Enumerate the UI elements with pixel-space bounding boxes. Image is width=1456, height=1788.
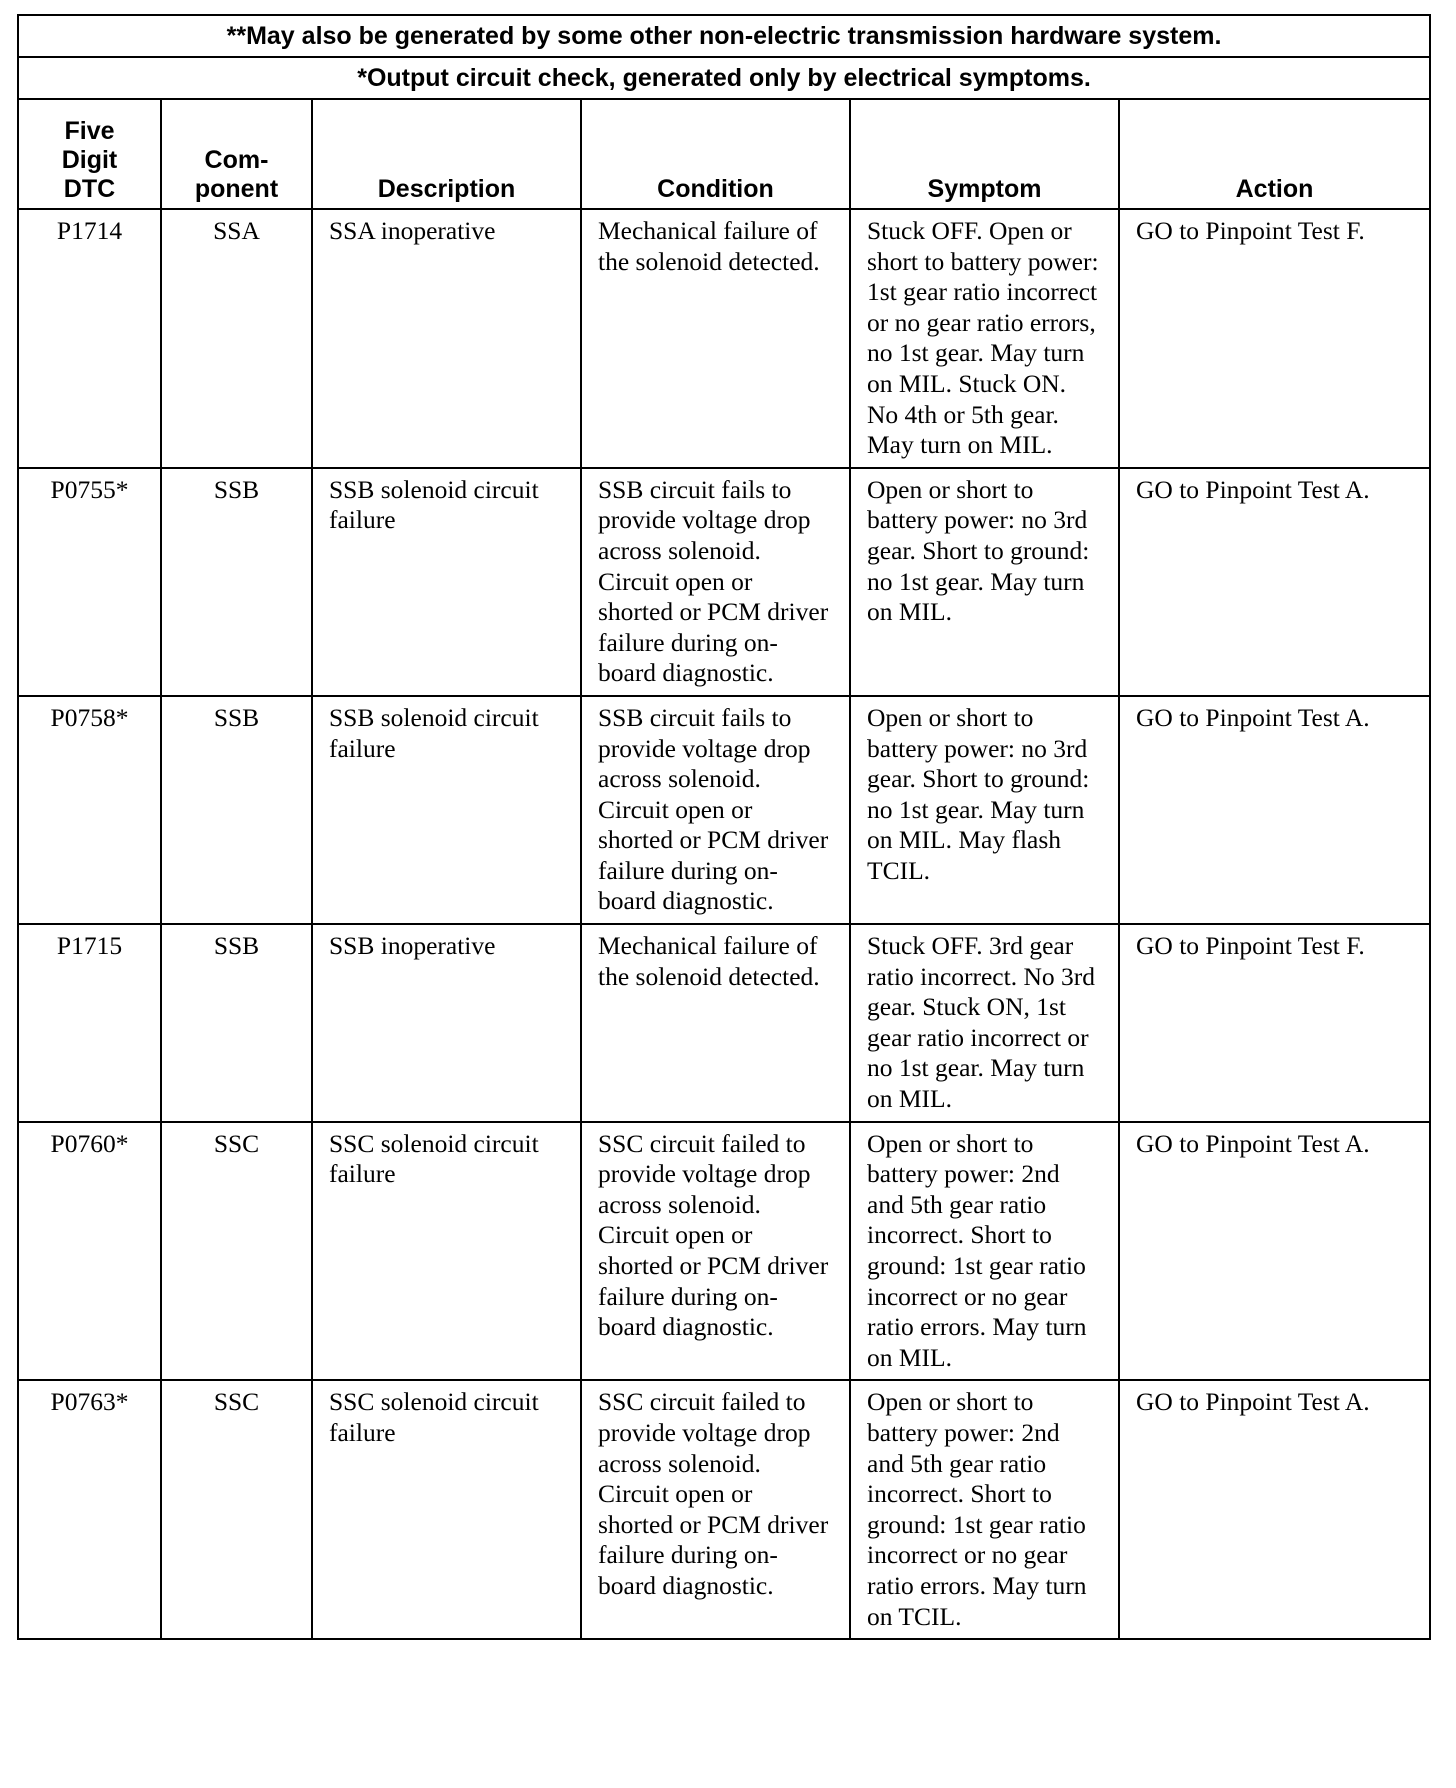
column-header-row [18,99,1430,209]
table-row [18,1122,1430,1381]
column-header-component: Com- ponent [161,99,312,209]
action: GO to Pinpoint Test A. [1119,1122,1430,1381]
table-row [18,924,1430,1122]
component: SSB [161,696,312,924]
condition: SSB circuit fails to provide voltage drop across solenoid. Circuit open or shorted or PCM driver failure during on-board diagnostic. [581,468,850,696]
table-row [18,209,1430,468]
condition: Mechanical failure of the solenoid detected. [581,209,850,468]
symptom: Open or short to battery power: no 3rd gear. Short to ground: no 1st gear. May turn on MIL. [850,468,1119,696]
description: SSB solenoid circuit failure [312,468,581,696]
dtc-code: P0763* [18,1380,161,1639]
column-header-dtc: Five Digit DTC [18,99,161,209]
table-row [18,468,1430,696]
description: SSB solenoid circuit failure [312,696,581,924]
action: GO to Pinpoint Test A. [1119,468,1430,696]
dtc-code: P1715 [18,924,161,1122]
dtc-code: P1714 [18,209,161,468]
condition: SSB circuit fails to provide voltage drop across solenoid. Circuit open or shorted or PCM driver failure during on-board diagnostic. [581,696,850,924]
symptom: Open or short to battery power: 2nd and 5th gear ratio incorrect. Short to ground: 1st gear ratio incorrect or no gear ratio errors. May turn on TCIL. [850,1380,1119,1639]
condition: SSC circuit failed to provide voltage drop across solenoid. Circuit open or shorted or PCM driver failure during on-board diagnostic. [581,1122,850,1381]
component: SSB [161,924,312,1122]
table-row [18,696,1430,924]
symptom: Stuck OFF. Open or short to battery power: 1st gear ratio incorrect or no gear ratio errors, no 1st gear. May turn on MIL. Stuck ON. No 4th or 5th gear. May turn on MIL. [850,209,1119,468]
component: SSB [161,468,312,696]
dtc-code: P0758* [18,696,161,924]
note-row-single-asterisk [18,57,1430,99]
column-header-description: Description [312,99,581,209]
column-header-symptom: Symptom [850,99,1119,209]
component: SSC [161,1380,312,1639]
action: GO to Pinpoint Test F. [1119,924,1430,1122]
description: SSA inoperative [312,209,581,468]
action: GO to Pinpoint Test A. [1119,1380,1430,1639]
description: SSB inoperative [312,924,581,1122]
dtc-code: P0760* [18,1122,161,1381]
column-header-condition: Condition [581,99,850,209]
dtc-table [17,14,1431,1640]
dtc-code: P0755* [18,468,161,696]
table-row [18,1380,1430,1639]
symptom: Open or short to battery power: 2nd and 5th gear ratio incorrect. Short to ground: 1st gear ratio incorrect or no gear ratio errors. May turn on MIL. [850,1122,1119,1381]
note-single-asterisk: *Output circuit check, generated only by electrical symptoms. [18,57,1430,99]
column-header-action: Action [1119,99,1430,209]
action: GO to Pinpoint Test F. [1119,209,1430,468]
description: SSC solenoid circuit failure [312,1122,581,1381]
description: SSC solenoid circuit failure [312,1380,581,1639]
symptom: Stuck OFF. 3rd gear ratio incorrect. No 3rd gear. Stuck ON, 1st gear ratio incorrect or no 1st gear. May turn on MIL. [850,924,1119,1122]
component: SSC [161,1122,312,1381]
dtc-table-container [17,14,1429,1640]
note-row-double-asterisk [18,15,1430,57]
component: SSA [161,209,312,468]
condition: SSC circuit failed to provide voltage drop across solenoid. Circuit open or shorted or PCM driver failure during on-board diagnostic. [581,1380,850,1639]
symptom: Open or short to battery power: no 3rd gear. Short to ground: no 1st gear. May turn on MIL. May flash TCIL. [850,696,1119,924]
condition: Mechanical failure of the solenoid detected. [581,924,850,1122]
action: GO to Pinpoint Test A. [1119,696,1430,924]
note-double-asterisk: **May also be generated by some other non-electric transmission hardware system. [18,15,1430,57]
